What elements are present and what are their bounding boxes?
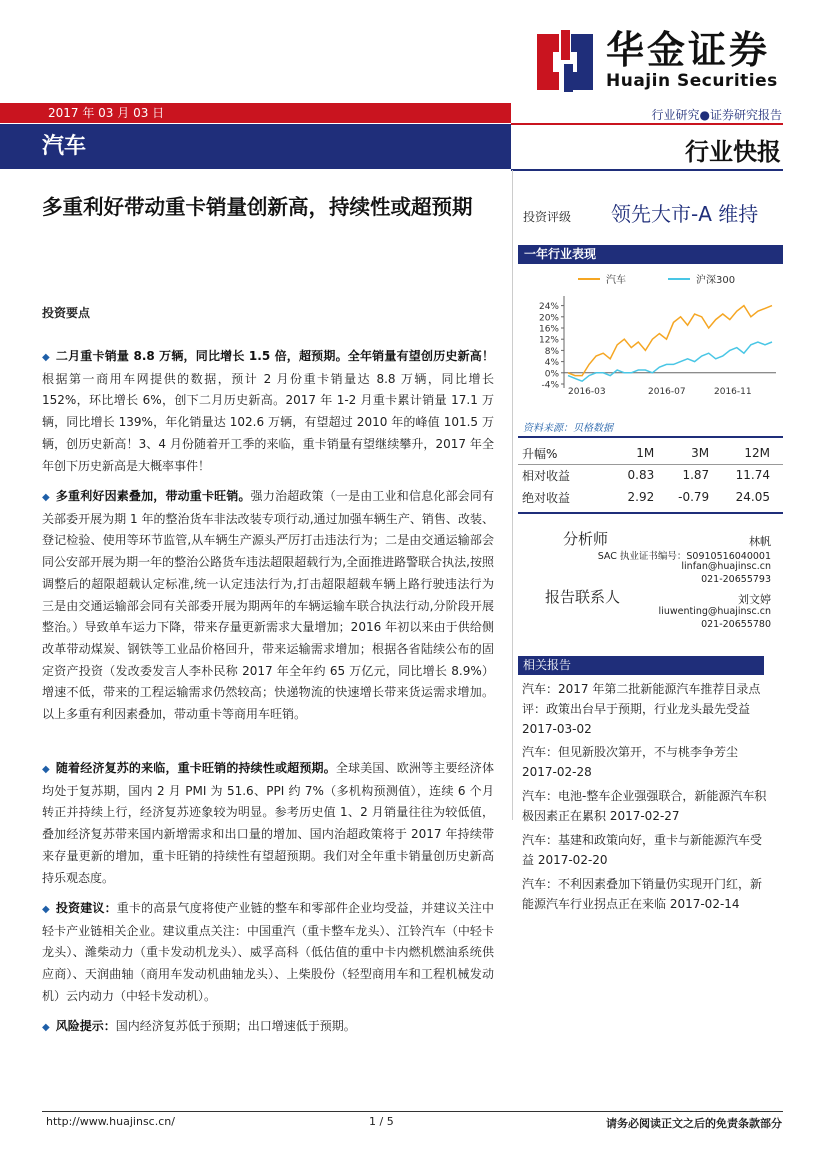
- performance-header: [518, 245, 783, 264]
- report-type-box: [511, 124, 783, 171]
- footer-disclaimer: 请务必阅读正文之后的免责条款部分: [606, 1117, 782, 1130]
- legend-label: 沪深300: [696, 275, 736, 286]
- footer-rule: [42, 1111, 783, 1112]
- contact-phone: 021-20655780: [701, 619, 771, 630]
- performance-title: 一年行业表现: [524, 247, 597, 261]
- points-heading: 投资要点: [42, 306, 91, 320]
- report-category: 行业研究●证券研究报告: [651, 108, 782, 122]
- point-item: [42, 898, 494, 1008]
- returns-table: [522, 442, 770, 508]
- table-cell: 1.87: [682, 468, 710, 482]
- point-text: 根据第一商用车网提供的数据，预计 2 月份重卡销量达 8.8 万辆，同比增长 152%，环比增长 6%，创下二月历史新高。2017 年 1-2 月重卡累计销量 17.1 万辆，同比增长 139%，年化销量达 102.6 万辆，有望超过 2010 年的峰值 101.5 万辆，创历史新高！3、4 月份随着开工季的来临，重卡销量有望继续攀升，2017 年全年创下历史新高是大概率事件！: [42, 371, 494, 473]
- point-text: 重卡的高景气度将使产业链的整车和零部件企业均受益，并建议关注中轻卡产业链相关企业。建议重点关注：中国重汽（重卡整车龙头）、江铃汽车（中轻卡龙头）、潍柴动力（重卡发动机龙头）、威孚高科（低估值的重中卡内燃机燃油系统供应商）、天润曲轴（商用车发动机曲轴龙头）、上柴股份（轻型商用车和工程机械发动机）云内动力（中轻卡发动机）。: [42, 901, 494, 1003]
- table-cell: 绝对收益: [522, 490, 571, 505]
- rating-value: 领先大市-A 维持: [611, 202, 759, 226]
- legend-label: 汽车: [606, 275, 626, 286]
- series-line: [568, 342, 772, 381]
- analyst-email[interactable]: linfan@huajinsc.cn: [681, 561, 771, 572]
- table-cell: 2.92: [627, 490, 655, 504]
- page-number: 1 / 5: [369, 1115, 394, 1128]
- analyst-name: 林帆: [749, 535, 771, 548]
- table-top-rule: [518, 436, 783, 438]
- diamond-bullet-icon: ◆: [42, 1022, 50, 1033]
- huajin-logo-icon: [537, 30, 599, 92]
- related-report-link[interactable]: 汽车：电池-整车企业强强联合，新能源汽车积极因素正在累积 2017-02-27: [522, 789, 767, 823]
- chart-legend: [578, 273, 735, 286]
- point-highlight: 多重利好因素叠加，带动重卡旺销。: [55, 489, 251, 503]
- date-bar: [0, 103, 511, 123]
- y-tick-label: 8%: [544, 346, 559, 357]
- point-item: [42, 346, 494, 477]
- footer-url[interactable]: http://www.huajinsc.cn/: [46, 1115, 175, 1128]
- table-header-cell: 3M: [691, 446, 710, 460]
- table-bottom-rule: [518, 512, 783, 514]
- y-tick-label: -4%: [541, 380, 559, 391]
- rating-label: 投资评级: [523, 210, 572, 224]
- related-title: 相关报告: [523, 658, 572, 672]
- point-highlight: 随着经济复苏的来临，重卡旺销的持续性或超预期。: [55, 761, 336, 775]
- analyst-label: 分析师: [563, 530, 609, 548]
- data-source: 资料来源：贝格数据: [523, 423, 613, 434]
- related-report-link[interactable]: 汽车：2017 年第二批新能源汽车推荐目录点评：政策出台早于预期，行业龙头最先受益 2017-03-02: [522, 682, 761, 736]
- x-tick-label: 2016-03: [568, 387, 606, 397]
- x-tick-label: 2016-11: [714, 387, 752, 397]
- table-header-row: [522, 442, 770, 464]
- related-report-link[interactable]: 汽车：但见新股次第开，不与桃李争芳尘 2017-02-28: [522, 745, 739, 779]
- y-tick-label: 0%: [544, 369, 559, 380]
- point-highlight: 二月重卡销量 8.8 万辆，同比增长 1.5 倍，超预期。全年销量有望创历史新高！: [55, 349, 494, 363]
- diamond-bullet-icon: ◆: [42, 904, 50, 915]
- chart-series: [568, 306, 772, 382]
- y-tick-label: 16%: [538, 324, 559, 335]
- y-tick-label: 24%: [538, 302, 559, 313]
- point-item: [42, 486, 494, 726]
- point-text: 国内经济复苏低于预期；出口增速低于预期。: [115, 1019, 356, 1033]
- table-cell: 24.05: [735, 490, 770, 504]
- diamond-bullet-icon: ◆: [42, 352, 50, 363]
- table-cell: -0.79: [678, 490, 710, 504]
- table-row: [522, 464, 770, 486]
- table-header-cell: 12M: [744, 446, 770, 460]
- report-date: 2017 年 03 月 03 日: [48, 106, 165, 120]
- point-highlight: 风险提示：: [55, 1019, 116, 1033]
- table-header-cell: 1M: [636, 446, 655, 460]
- contact-email[interactable]: liuwenting@huajinsc.cn: [658, 606, 771, 617]
- x-tick-label: 2016-07: [648, 387, 686, 397]
- related-header: [518, 656, 764, 675]
- related-report-link[interactable]: 汽车：基建和政策向好，重卡与新能源汽车受益 2017-02-20: [522, 833, 763, 867]
- point-text: 全球美国、欧洲等主要经济体均处于复苏期，国内 2 月 PMI 为 51.6、PPI 约 7%（多机构预测值），连续 6 个月转正并持续上行，经济复苏迹象较为明显。参考历史值 1、2 月销量往往为较低值，叠加经济复苏带来国内新增需求和出口量的增加、国内治超政策将于 2017 年持续带来存量更新的增加，重卡旺销的持续性有望超预期。我们对全年重卡销量创历史新高持乐观态度。: [42, 761, 494, 885]
- logo-english-name: Huajin Securities: [606, 71, 778, 91]
- report-title: 多重利好带动重卡销量创新高，持续性或超预期: [42, 195, 473, 219]
- table-row: [522, 486, 770, 508]
- table-cell: 相对收益: [522, 468, 571, 483]
- report-type: 行业快报: [685, 138, 781, 166]
- y-tick-label: 20%: [538, 313, 559, 324]
- diamond-bullet-icon: ◆: [42, 764, 50, 775]
- point-item: [42, 1016, 494, 1039]
- table-cell: 0.83: [627, 468, 655, 482]
- contact-label: 报告联系人: [545, 588, 621, 606]
- table-header-cell: 升幅%: [522, 446, 558, 461]
- analyst-cert: SAC 执业证书编号：S0910516040001: [597, 551, 771, 562]
- table-cell: 11.74: [735, 468, 770, 482]
- related-report-link[interactable]: 汽车：不利因素叠加下销量仍实现开门红，新能源汽车行业拐点正在来临 2017-02-14: [522, 877, 763, 911]
- table-header-rule: [518, 464, 783, 465]
- point-item: [42, 758, 494, 889]
- y-tick-label: 4%: [544, 358, 559, 369]
- diamond-bullet-icon: ◆: [42, 492, 50, 503]
- performance-chart: [518, 268, 783, 416]
- logo-chinese-name: 华金证券: [606, 28, 771, 72]
- point-highlight: 投资建议：: [55, 901, 117, 915]
- analyst-phone: 021-20655793: [701, 574, 771, 585]
- column-divider: [512, 170, 513, 820]
- x-axis: [564, 373, 776, 397]
- point-text: 强力治超政策（一是由工业和信息化部会同有关部委开展为期 1 年的整治货车非法改装专项行动,通过加强车辆生产、销售、改装、登记检验、使用等环节监管,从车辆生产源头严厉打击违法行为；二是由交通运输部会同公安部开展为期一年的整治公路货车违法超限超载行为,全面推进路警联合执法,按照调整后的超限超载认定标准,统一认定违法行为,打击超限超载车辆上路行驶违法行为 三是由交通运输部会同有关部委开展为期两年的车辆运输车联合执法行动,分阶段开展整治。）导致单车运力下降，带来存量更新需求大量增加；2016 年初以来由于供给侧改革带动煤炭、钢铁等工业品价格回升，带来运输需求增加；根据各省陆续公布的固定资产投资（发改委发言人李朴民称 2017 年全年约 65 万亿元，同比增长 8.9%）增速不低，带来的工程运输需求仍然较高；快递物流的快速增长带来货运需求增加。以上多重有利因素叠加，带动重卡等商用车旺销。: [42, 489, 494, 722]
- industry-bar: [0, 124, 511, 169]
- industry-name: 汽车: [42, 134, 87, 159]
- y-tick-label: 12%: [538, 335, 559, 346]
- contact-name: 刘文婷: [738, 593, 771, 606]
- y-axis: [539, 296, 564, 391]
